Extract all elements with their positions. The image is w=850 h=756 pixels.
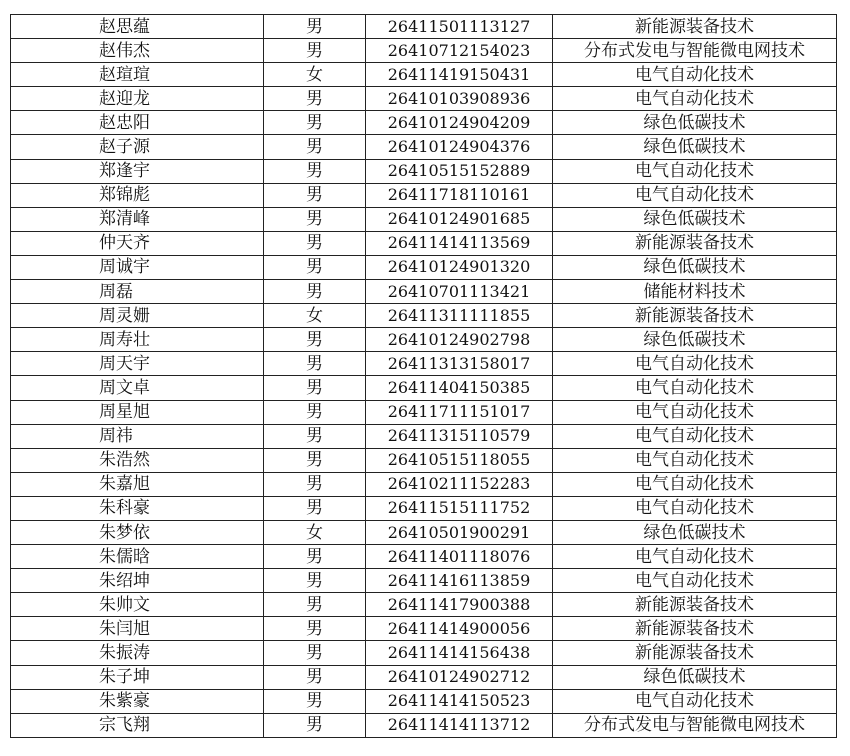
table-row [11,496,837,520]
id-number-cell: 26410501900291 [366,520,553,544]
id-number-cell: 26411711151017 [366,400,553,424]
id-number-cell: 26411414113712 [366,713,553,737]
name-cell: 朱振涛 [11,641,264,665]
gender-cell: 男 [264,496,366,520]
major-cell: 电气自动化技术 [553,569,837,593]
gender-cell: 男 [264,135,366,159]
table-row [11,15,837,39]
id-number-cell: 26410124902798 [366,328,553,352]
gender-cell: 女 [264,520,366,544]
gender-cell: 男 [264,665,366,689]
table-row [11,665,837,689]
gender-cell: 男 [264,713,366,737]
name-cell: 朱紫豪 [11,689,264,713]
name-cell: 朱闫旭 [11,617,264,641]
table-row [11,352,837,376]
id-number-cell: 26410712154023 [366,39,553,63]
name-cell: 赵伟杰 [11,39,264,63]
gender-cell: 男 [264,231,366,255]
table-row [11,135,837,159]
name-cell: 周寿壮 [11,328,264,352]
id-number-cell: 26410124901320 [366,255,553,279]
major-cell: 绿色低碳技术 [553,111,837,135]
name-cell: 周祎 [11,424,264,448]
name-cell: 赵迎龙 [11,87,264,111]
name-cell: 周天宇 [11,352,264,376]
student-list-sheet [10,14,836,738]
table-row [11,400,837,424]
name-cell: 郑逢宇 [11,159,264,183]
major-cell: 电气自动化技术 [553,496,837,520]
id-number-cell: 26411311111855 [366,304,553,328]
major-cell: 新能源装备技术 [553,617,837,641]
table-row [11,424,837,448]
major-cell: 储能材料技术 [553,280,837,304]
name-cell: 宗飞翔 [11,713,264,737]
name-cell: 郑锦彪 [11,183,264,207]
table-row [11,376,837,400]
id-number-cell: 26411414156438 [366,641,553,665]
name-cell: 朱儒晗 [11,545,264,569]
major-cell: 新能源装备技术 [553,641,837,665]
name-cell: 郑清峰 [11,207,264,231]
gender-cell: 女 [264,63,366,87]
table-row [11,448,837,472]
name-cell: 赵子源 [11,135,264,159]
id-number-cell: 26411718110161 [366,183,553,207]
major-cell: 电气自动化技术 [553,424,837,448]
name-cell: 朱帅文 [11,593,264,617]
table-row [11,63,837,87]
table-row [11,280,837,304]
id-number-cell: 26410124901685 [366,207,553,231]
gender-cell: 女 [264,304,366,328]
gender-cell: 男 [264,424,366,448]
table-row [11,87,837,111]
id-number-cell: 26411417900388 [366,593,553,617]
id-number-cell: 26411315110579 [366,424,553,448]
gender-cell: 男 [264,328,366,352]
table-row [11,569,837,593]
table-row [11,328,837,352]
id-number-cell: 26411414900056 [366,617,553,641]
name-cell: 朱子坤 [11,665,264,689]
id-number-cell: 26411419150431 [366,63,553,87]
name-cell: 朱嘉旭 [11,472,264,496]
table-row [11,183,837,207]
major-cell: 电气自动化技术 [553,689,837,713]
id-number-cell: 26410701113421 [366,280,553,304]
gender-cell: 男 [264,207,366,231]
major-cell: 电气自动化技术 [553,159,837,183]
id-number-cell: 26411501113127 [366,15,553,39]
table-row [11,231,837,255]
major-cell: 电气自动化技术 [553,63,837,87]
gender-cell: 男 [264,183,366,207]
table-row [11,111,837,135]
table-row [11,304,837,328]
gender-cell: 男 [264,472,366,496]
id-number-cell: 26410515118055 [366,448,553,472]
gender-cell: 男 [264,448,366,472]
gender-cell: 男 [264,617,366,641]
student-table-body [11,15,837,738]
major-cell: 电气自动化技术 [553,448,837,472]
gender-cell: 男 [264,159,366,183]
table-row [11,713,837,737]
major-cell: 绿色低碳技术 [553,255,837,279]
gender-cell: 男 [264,280,366,304]
gender-cell: 男 [264,376,366,400]
name-cell: 周文卓 [11,376,264,400]
name-cell: 朱浩然 [11,448,264,472]
name-cell: 赵思蕴 [11,15,264,39]
major-cell: 新能源装备技术 [553,304,837,328]
name-cell: 朱科豪 [11,496,264,520]
major-cell: 新能源装备技术 [553,231,837,255]
name-cell: 赵瑄瑄 [11,63,264,87]
gender-cell: 男 [264,400,366,424]
gender-cell: 男 [264,593,366,617]
id-number-cell: 26411404150385 [366,376,553,400]
gender-cell: 男 [264,545,366,569]
gender-cell: 男 [264,39,366,63]
table-row [11,472,837,496]
name-cell: 周灵姗 [11,304,264,328]
name-cell: 仲天齐 [11,231,264,255]
table-row [11,520,837,544]
table-row [11,593,837,617]
major-cell: 分布式发电与智能微电网技术 [553,39,837,63]
student-table [10,14,837,738]
gender-cell: 男 [264,87,366,111]
id-number-cell: 26411401118076 [366,545,553,569]
name-cell: 周磊 [11,280,264,304]
gender-cell: 男 [264,352,366,376]
major-cell: 绿色低碳技术 [553,328,837,352]
table-row [11,545,837,569]
id-number-cell: 26410515152889 [366,159,553,183]
table-row [11,207,837,231]
table-row [11,159,837,183]
table-row [11,255,837,279]
gender-cell: 男 [264,689,366,713]
table-row [11,617,837,641]
name-cell: 赵忠阳 [11,111,264,135]
id-number-cell: 26410124902712 [366,665,553,689]
id-number-cell: 26410103908936 [366,87,553,111]
major-cell: 电气自动化技术 [553,87,837,111]
major-cell: 电气自动化技术 [553,352,837,376]
id-number-cell: 26411515111752 [366,496,553,520]
name-cell: 朱绍坤 [11,569,264,593]
gender-cell: 男 [264,641,366,665]
major-cell: 新能源装备技术 [553,15,837,39]
major-cell: 电气自动化技术 [553,472,837,496]
gender-cell: 男 [264,15,366,39]
id-number-cell: 26411313158017 [366,352,553,376]
major-cell: 电气自动化技术 [553,545,837,569]
major-cell: 电气自动化技术 [553,183,837,207]
major-cell: 绿色低碳技术 [553,665,837,689]
major-cell: 新能源装备技术 [553,593,837,617]
name-cell: 周星旭 [11,400,264,424]
gender-cell: 男 [264,111,366,135]
id-number-cell: 26411416113859 [366,569,553,593]
name-cell: 朱梦依 [11,520,264,544]
major-cell: 电气自动化技术 [553,376,837,400]
name-cell: 周诚宇 [11,255,264,279]
id-number-cell: 26410124904376 [366,135,553,159]
gender-cell: 男 [264,255,366,279]
table-row [11,641,837,665]
id-number-cell: 26411414113569 [366,231,553,255]
table-row [11,39,837,63]
table-row [11,689,837,713]
id-number-cell: 26411414150523 [366,689,553,713]
id-number-cell: 26410211152283 [366,472,553,496]
id-number-cell: 26410124904209 [366,111,553,135]
gender-cell: 男 [264,569,366,593]
major-cell: 绿色低碳技术 [553,520,837,544]
major-cell: 绿色低碳技术 [553,207,837,231]
major-cell: 电气自动化技术 [553,400,837,424]
major-cell: 绿色低碳技术 [553,135,837,159]
major-cell: 分布式发电与智能微电网技术 [553,713,837,737]
